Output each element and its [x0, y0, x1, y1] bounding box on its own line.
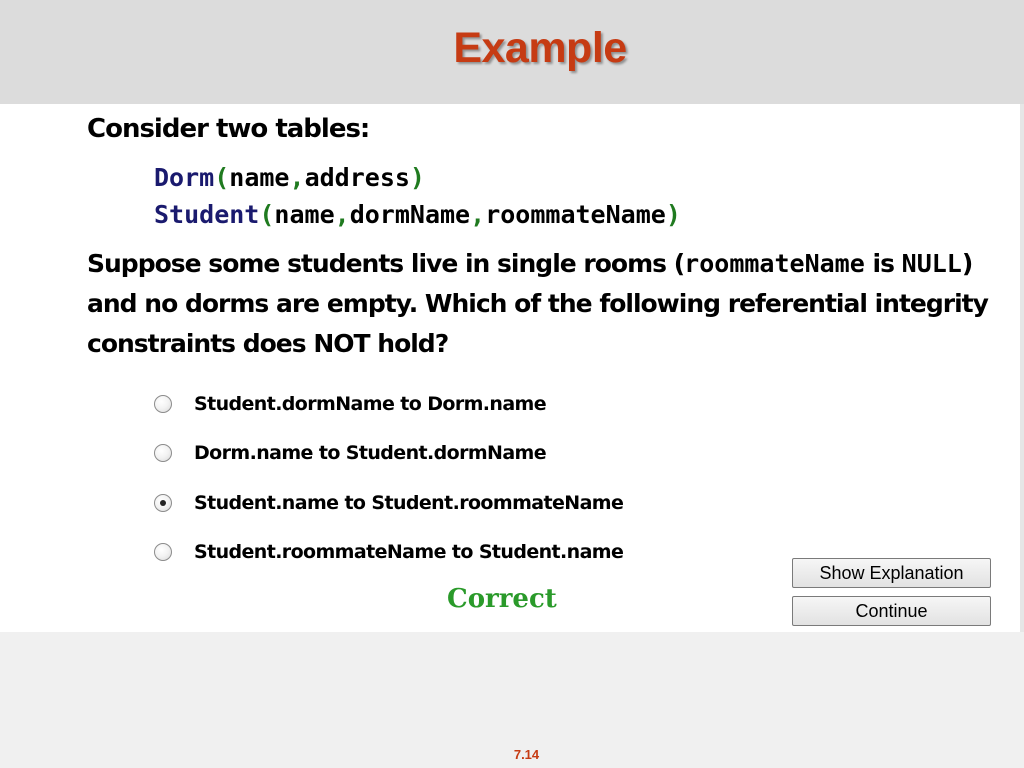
- answer-option[interactable]: [154, 539, 623, 565]
- answer-option[interactable]: [154, 440, 546, 466]
- question-code: roommateName: [684, 249, 865, 278]
- radio-button[interactable]: [154, 395, 172, 413]
- option-label[interactable]: Dorm.name to Student.dormName: [194, 442, 547, 464]
- comma: ,: [334, 200, 350, 229]
- close-paren: ): [665, 200, 681, 229]
- column-address: address: [304, 163, 410, 192]
- answer-option[interactable]: [154, 490, 623, 516]
- comma: ,: [470, 200, 486, 229]
- column-dormname: dormName: [349, 200, 471, 229]
- close-paren: ): [409, 163, 425, 192]
- radio-button[interactable]: [154, 494, 172, 512]
- option-label[interactable]: Student.name to Student.roommateName: [194, 492, 624, 514]
- feedback-text: Correct: [447, 584, 557, 614]
- intro-text: Consider two tables:: [87, 114, 370, 144]
- comma: ,: [289, 163, 305, 192]
- radio-button[interactable]: [154, 543, 172, 561]
- schema-student: [154, 200, 681, 229]
- show-explanation-button[interactable]: Show Explanation: [792, 558, 991, 588]
- column-name: name: [274, 200, 335, 229]
- open-paren: (: [259, 200, 275, 229]
- radio-button[interactable]: [154, 444, 172, 462]
- question-text: [87, 244, 1017, 364]
- question-part: is: [864, 249, 902, 278]
- answer-option[interactable]: [154, 391, 546, 417]
- table-name: Dorm: [154, 163, 215, 192]
- question-code: NULL: [901, 249, 962, 278]
- continue-button[interactable]: Continue: [792, 596, 991, 626]
- column-name: name: [229, 163, 290, 192]
- option-label[interactable]: Student.roommateName to Student.name: [194, 541, 624, 563]
- option-label[interactable]: Student.dormName to Dorm.name: [194, 393, 547, 415]
- panel-edge: [1020, 104, 1024, 632]
- table-name: Student: [154, 200, 260, 229]
- column-roommatename: roommateName: [485, 200, 666, 229]
- schema-dorm: [154, 163, 425, 192]
- question-part: Suppose some students live in single rooms (: [87, 249, 685, 278]
- page-number: 7.14: [513, 747, 540, 762]
- question-part: ) and no dorms are empty. Which of the following referential integrity constraints does NOT hold?: [87, 249, 988, 358]
- slide-title: Example: [453, 24, 627, 72]
- open-paren: (: [214, 163, 230, 192]
